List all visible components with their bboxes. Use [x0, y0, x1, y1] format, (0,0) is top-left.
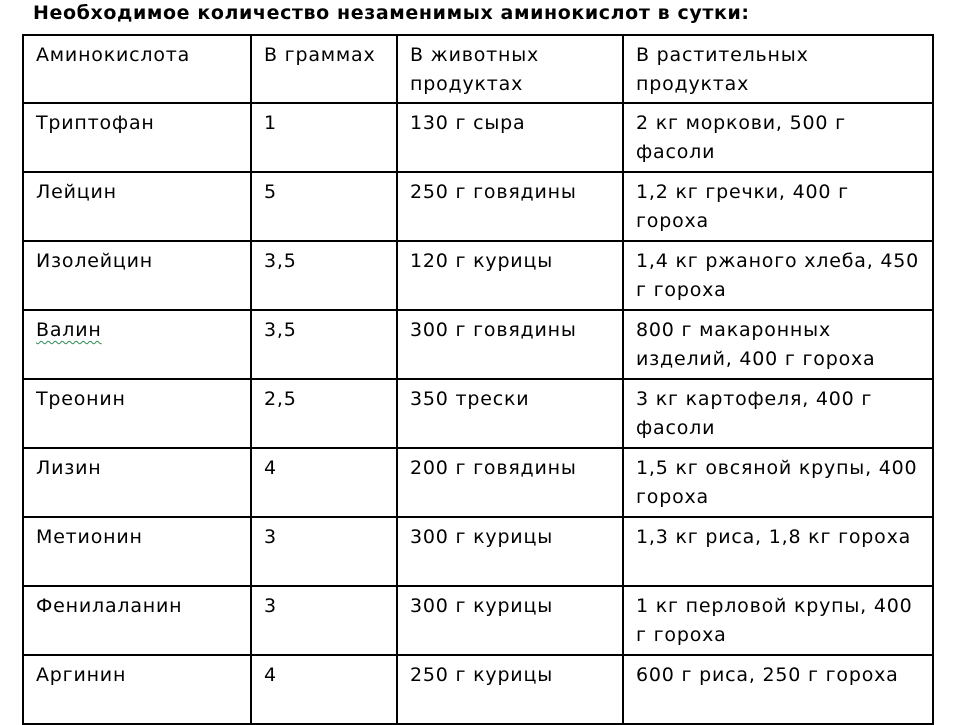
cell-grams: 3,5	[251, 241, 397, 310]
cell-grams: 3	[251, 586, 397, 655]
header-plant-products: В растительных продуктах	[623, 35, 933, 103]
cell-grams: 4	[251, 655, 397, 724]
cell-grams: 5	[251, 172, 397, 241]
cell-plant-products: 1,5 кг овсяной крупы, 400 гороха	[623, 448, 933, 517]
header-grams: В граммах	[251, 35, 397, 103]
cell-grams: 3	[251, 517, 397, 586]
cell-amino-acid: Фенилаланин	[23, 586, 251, 655]
table-row	[23, 586, 933, 655]
cell-plant-products: 2 кг моркови, 500 г фасоли	[623, 103, 933, 172]
cell-animal-products: 250 г курицы	[397, 655, 623, 724]
cell-animal-products: 350 трески	[397, 379, 623, 448]
table-header-row	[23, 35, 933, 103]
cell-grams: 4	[251, 448, 397, 517]
table-row	[23, 517, 933, 586]
table-row	[23, 241, 933, 310]
cell-amino-acid: Триптофан	[23, 103, 251, 172]
amino-acid-table	[22, 34, 934, 725]
cell-amino-acid: Треонин	[23, 379, 251, 448]
cell-grams: 2,5	[251, 379, 397, 448]
spellcheck-underlined-text: Валин	[36, 319, 102, 341]
cell-amino-acid: Изолейцин	[23, 241, 251, 310]
cell-animal-products: 120 г курицы	[397, 241, 623, 310]
cell-plant-products: 800 г макаронных изделий, 400 г гороха	[623, 310, 933, 379]
table-row	[23, 655, 933, 724]
cell-animal-products: 130 г сыра	[397, 103, 623, 172]
cell-animal-products: 200 г говядины	[397, 448, 623, 517]
table-row	[23, 448, 933, 517]
cell-plant-products: 1,3 кг риса, 1,8 кг гороха	[623, 517, 933, 586]
cell-plant-products: 600 г риса, 250 г гороха	[623, 655, 933, 724]
cell-amino-acid: Аргинин	[23, 655, 251, 724]
cell-grams: 1	[251, 103, 397, 172]
header-amino-acid: Аминокислота	[23, 35, 251, 103]
cell-plant-products: 3 кг картофеля, 400 г фасоли	[623, 379, 933, 448]
cell-animal-products: 250 г говядины	[397, 172, 623, 241]
cell-amino-acid: Лизин	[23, 448, 251, 517]
cell-plant-products: 1,4 кг ржаного хлеба, 450 г гороха	[623, 241, 933, 310]
cell-amino-acid	[23, 310, 251, 379]
cell-amino-acid: Лейцин	[23, 172, 251, 241]
cell-animal-products: 300 г курицы	[397, 517, 623, 586]
cell-plant-products: 1 кг перловой крупы, 400 г гороха	[623, 586, 933, 655]
cell-grams: 3,5	[251, 310, 397, 379]
page-title: Необходимое количество незаменимых аминокислот в сутки:	[33, 2, 750, 24]
header-animal-products: В животных продуктах	[397, 35, 623, 103]
table-row	[23, 310, 933, 379]
cell-amino-acid: Метионин	[23, 517, 251, 586]
table-row	[23, 379, 933, 448]
cell-animal-products: 300 г курицы	[397, 586, 623, 655]
cell-plant-products: 1,2 кг гречки, 400 г гороха	[623, 172, 933, 241]
table-row	[23, 172, 933, 241]
cell-animal-products: 300 г говядины	[397, 310, 623, 379]
table-row	[23, 103, 933, 172]
